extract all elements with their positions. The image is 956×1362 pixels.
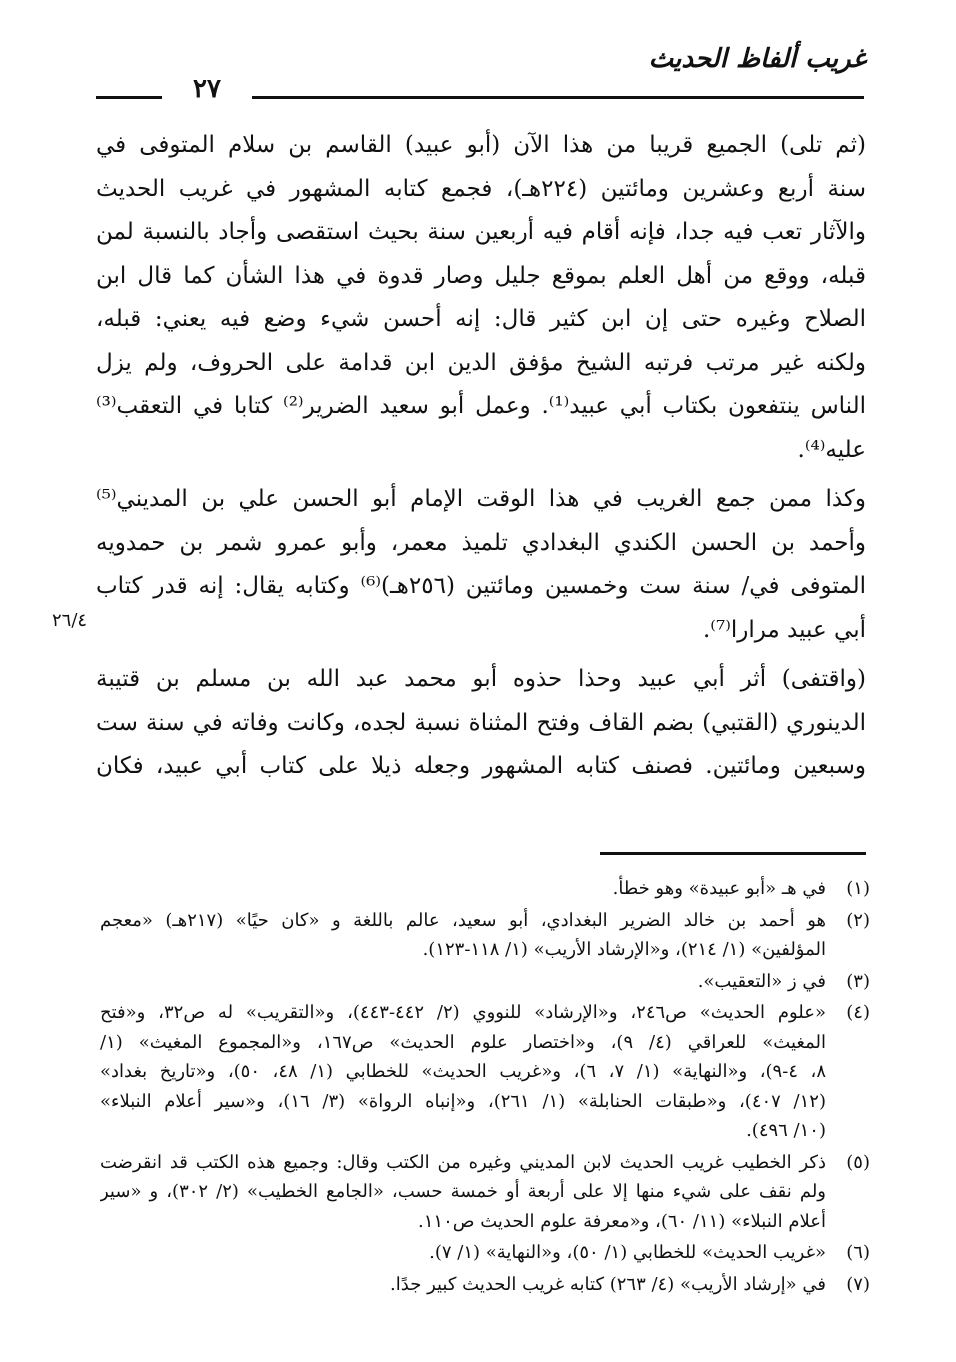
footnote-number: (٧) [846, 1273, 870, 1295]
page-number: ٢٧ [193, 74, 221, 104]
footnote-text: ٨، ٤-٩)، و«النهاية» (١/ ٧، ٦)، و«غريب الحديث» للخطابي (١/ ٤٨، ٥٠)، و«تاريخ بغداد» [100, 1061, 826, 1082]
text-line: (ثم تلى) الجميع قريبا من هذا الآن (أبو عبيد) القاسم بن سلام المتوفى في [96, 132, 866, 158]
footnote [100, 1270, 870, 1300]
footnote-text: في هـ «أبو عبيدة» وهو خطأ. [612, 878, 826, 899]
footnote-text: (١٠/ ٤٩٦). [746, 1120, 826, 1141]
margin-page-reference: ٢٦/٤ [52, 610, 88, 631]
footnote-text: في «إرشاد الأريب» (٤/ ٢٦٣) كتابه غريب الحديث كبير جدًا. [390, 1273, 826, 1295]
text-line: ولكنه غير مرتب فرتبه الشيخ مؤفق الدين ابن قدامة على الحروف، ولم يزل [96, 349, 866, 376]
footnote [100, 998, 870, 1146]
footnote [100, 906, 870, 965]
text-line: والآثار تعب فيه جدا، فإنه أقام فيه أربعين سنة بحيث استقصى وأجاد بالنسبة لمن [96, 219, 866, 245]
footnote [100, 1148, 870, 1237]
footnote-text: «غريب الحديث» للخطابي (١/ ٥٠)، و«النهاية» (١/ ٧). [429, 1242, 826, 1263]
header-rule-right [252, 96, 864, 99]
main-text [96, 124, 866, 789]
text-line: سنة أربع وعشرين ومائتين (٢٢٤هـ)، فجمع كتابه المشهور في غريب الحديث [96, 175, 866, 202]
paragraph [96, 478, 866, 652]
text-line: وكذا ممن جمع الغريب في هذا الوقت الإمام أبو الحسن علي بن المديني⁽⁵⁾ [96, 486, 866, 512]
footnote-text: (١٢/ ٤٠٧)، و«طبقات الحنابلة» (١/ ٢٦١)، و«إنباه الرواة» (٣/ ١٦)، و«سير أعلام النبلاء» [100, 1090, 826, 1112]
paragraph [96, 124, 866, 472]
footnote-number: (٦) [846, 1242, 870, 1263]
paragraph [96, 658, 866, 789]
text-line: وسبعين ومائتين. فصنف كتابه المشهور وجعله ذيلا على كتاب أبي عبيد، فكان [96, 753, 866, 779]
footnote-number: (٥) [846, 1151, 870, 1173]
text-line: الصلاح وغيره حتى إن ابن كثير قال: إنه أحسن شيء وضع فيه يعني: قبله، [96, 306, 866, 332]
footnote-text: ولم نقف على شيء منها إلا على أربعة أو خمسة حسب، «الجامع الخطيب» (٢/ ٣٠٢)، و «سير [100, 1181, 826, 1202]
text-line: (واقتفى) أثر أبي عبيد وحذا حذوه أبو محمد عبد الله بن مسلم بن قتيبة [96, 666, 866, 692]
footnote-text: «علوم الحديث» ص٢٤٦، و«الإرشاد» للنووي (٢/ ٤٤٢-٤٤٣)، و«التقريب» له ص٣٢، و«فتح [100, 1002, 826, 1023]
footnote-separator [600, 852, 866, 855]
text-line: المتوفى في/ سنة ست وخمسين ومائتين (٢٥٦هـ)⁽⁶⁾ وكتابه يقال: إنه قدر كتاب [96, 573, 866, 599]
text-line: عليه⁽⁴⁾. [797, 436, 866, 463]
footnote-text: المغيث» للعراقي (٤/ ٩)، و«اختصار علوم الحديث» ص١٦٧، و«المجموع المغيث» (١/ [100, 1031, 826, 1053]
text-line: الدينوري (القتبي) بضم القاف وفتح المثناة نسبة لجده، وكانت وفاته في سنة ست [96, 709, 866, 736]
footnote-text: في ز «التعقيب». [697, 970, 826, 992]
footnote-text: هو أحمد بن خالد الضرير البغدادي، أبو سعيد، عالم باللغة و «كان حيًا» (٢١٧هـ) «معجم [100, 909, 826, 931]
footnotes [100, 874, 870, 1301]
footnote-number: (٢) [846, 909, 870, 931]
text-line: قبله، ووقع من أهل العلم بموقع جليل وصار قدوة في هذا الشأن كما قال ابن [96, 262, 866, 289]
footnote [100, 967, 870, 997]
footnote-text: المؤلفين» (١/ ٢١٤)، و«الإرشاد الأريب» (١/ ١١٨-١٢٣). [422, 939, 826, 960]
text-line: الناس ينتفعون بكتاب أبي عبيد⁽¹⁾. وعمل أبو سعيد الضرير⁽²⁾ كتابا في التعقب⁽³⁾ [96, 393, 866, 419]
text-line: وأحمد بن الحسن الكندي البغدادي تلميذ معمر، وأبو عمرو شمر بن حمدويه [96, 529, 866, 556]
footnote-text: ذكر الخطيب غريب الحديث لابن المديني وغيره من الكتب وقال: وجميع هذه الكتب قد انقرضت [100, 1151, 826, 1173]
running-header-title: غريب ألفاظ الحديث [648, 44, 866, 74]
header-rule-left [96, 96, 162, 99]
text-line: أبي عبيد مرارا⁽⁷⁾. [702, 616, 866, 643]
footnote [100, 1238, 870, 1268]
footnote-number: (١) [846, 878, 870, 899]
footnote-text: أعلام النبلاء» (١١/ ٦٠)، و«معرفة علوم الحديث ص١١٠. [418, 1210, 826, 1232]
footnote [100, 874, 870, 904]
footnote-number: (٣) [846, 970, 870, 992]
footnote-number: (٤) [846, 1002, 870, 1023]
